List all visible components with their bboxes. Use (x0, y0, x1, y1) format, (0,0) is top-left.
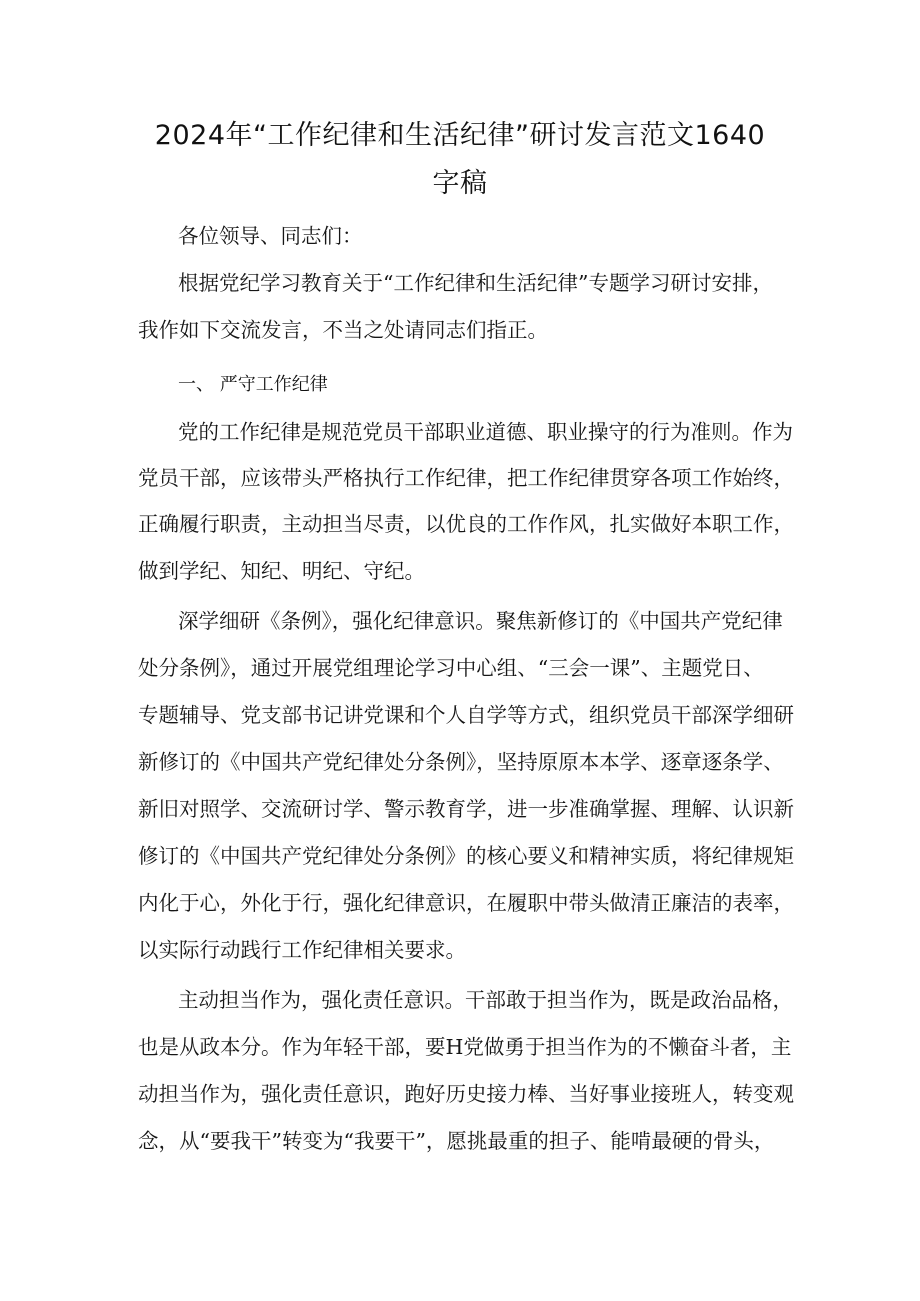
para2-line-1: 深学细研《条例》，强化纪律意识。聚焦新修订的《中国共产党纪律 (178, 609, 783, 633)
para3-line-1: 主动担当作为，强化责任意识。干部敢于担当作为，既是政治品格， (178, 988, 793, 1012)
para3-line-3: 动担当作为，强化责任意识，跑好历史接力棒、当好事业接班人，转变观 (138, 1082, 794, 1106)
para2-line-6: 修订的《中国共产党纪律处分条例》的核心要义和精神实质，将纪律规矩 (138, 844, 794, 868)
title-line-2: 字稿 (432, 168, 488, 199)
para3-line-4: 念，从“要我干”转变为“我要干”，愿挑最重的担子、能啃最硬的骨头， (138, 1129, 775, 1153)
para2-line-8: 以实际行动践行工作纪律相关要求。 (138, 938, 466, 962)
para1-line-1: 党的工作纪律是规范党员干部职业道德、职业操守的行为准则。作为 (178, 420, 793, 444)
para2-line-5: 新旧对照学、交流研讨学、警示教育学，进一步准确掌握、理解、认识新 (138, 797, 794, 821)
para1-line-2: 党员干部，应该带头严格执行工作纪律，把工作纪律贯穿各项工作始终， (138, 466, 794, 490)
para1-line-3: 正确履行职责，主动担当尽责，以优良的工作作风，扎实做好本职工作， (138, 512, 794, 536)
para2-line-4: 新修订的《中国共产党纪律处分条例》，坚持原原本本学、逐章逐条学、 (138, 750, 784, 774)
intro-line-1: 根据党纪学习教育关于“工作纪律和生活纪律”专题学习研讨安排， (178, 271, 773, 295)
section-heading: 一、 严守工作纪律 (178, 374, 328, 395)
para2-line-2: 处分条例》，通过开展党组理论学习中心组、“三会一课”、主题党日、 (138, 656, 764, 680)
para2-line-7: 内化于心，外化于行，强化纪律意识，在履职中带头做清正廉洁的表率， (138, 891, 794, 915)
para1-line-4: 做到学纪、知纪、明纪、守纪。 (138, 559, 425, 583)
para3-line-2: 也是从政本分。作为年轻干部，要H党做勇于担当作为的不懒奋斗者，主 (138, 1035, 792, 1059)
title-line-1: 2024年“工作纪律和生活纪律”研讨发言范文1640 (154, 120, 766, 151)
document-title (110, 112, 810, 208)
greeting: 各位领导、同志们： (178, 224, 363, 248)
para2-line-3: 专题辅导、党支部书记讲党课和个人自学等方式，组织党员干部深学细研 (138, 703, 794, 727)
intro-line-2: 我作如下交流发言，不当之处请同志们指正。 (138, 318, 548, 342)
